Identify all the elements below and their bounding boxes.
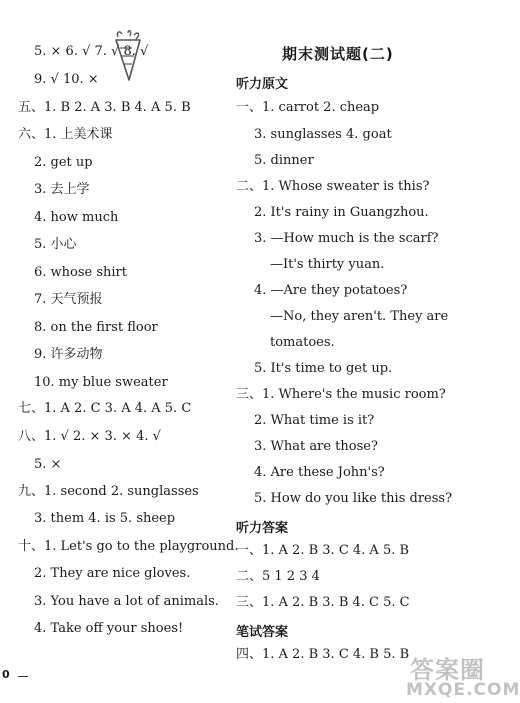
answer-line: 5. ×: [34, 457, 62, 472]
answer-line: 3. them 4. is 5. sheep: [34, 511, 176, 526]
listening-text-line: 4. Are these John's?: [254, 465, 385, 480]
listening-text-line: 4. —Are they potatoes?: [254, 283, 408, 298]
answer-line: 10. my blue sweater: [34, 375, 168, 390]
answer-line: 5. 小心: [34, 237, 77, 252]
listening-text-line: 三、1. Where's the music room?: [236, 387, 446, 402]
listening-text-line: —No, they aren't. They are: [270, 309, 449, 324]
answer-line: 九、1. second 2. sunglasses: [18, 484, 199, 499]
watermark-bottom-text: MXQE.COM: [406, 680, 520, 700]
listening-text-line: 5. dinner: [254, 153, 314, 168]
watermark-top-text: 答案圈: [410, 656, 485, 684]
answer-line: 2. They are nice gloves.: [34, 566, 191, 581]
answer-line: 4. Take off your shoes!: [34, 621, 184, 636]
page-title: 期末测试题(二): [282, 45, 394, 63]
listening-text-line: 5. How do you like this dress?: [254, 491, 453, 506]
listening-text-line: —It's thirty yuan.: [270, 257, 385, 272]
answer-line: 八、1. √ 2. × 3. × 4. √: [18, 429, 161, 444]
listening-text-line: tomatoes.: [270, 335, 335, 350]
answer-line: 5. × 6. √ 7. √ 8. √: [34, 44, 149, 59]
answer-line: 3. 去上学: [34, 182, 90, 197]
answer-line: 9. 许多动物: [34, 347, 103, 362]
section-heading-listening-answers: 听力答案: [236, 521, 289, 536]
listening-text-line: 3. —How much is the scarf?: [254, 231, 439, 246]
answer-line: 2. get up: [34, 155, 93, 170]
answer-line: 6. whose shirt: [34, 265, 127, 280]
listening-answer-line: 二、5 1 2 3 4: [236, 569, 320, 584]
page-rule: [18, 676, 28, 677]
listening-text-line: 一、1. carrot 2. cheap: [236, 100, 380, 115]
answer-line: 十、1. Let's go to the playground.: [18, 539, 239, 554]
answer-line: 4. how much: [34, 210, 119, 225]
listening-text-line: 5. It's time to get up.: [254, 361, 393, 376]
page-number: 0: [2, 668, 10, 681]
section-heading-listening-text: 听力原文: [236, 77, 289, 92]
listening-text-line: 3. sunglasses 4. goat: [254, 127, 392, 142]
answer-line: 9. √ 10. ×: [34, 72, 99, 87]
answer-line: 六、1. 上美术课: [18, 127, 113, 142]
listening-text-line: 3. What are those?: [254, 439, 378, 454]
written-answer-line: 四、1. A 2. B 3. C 4. B 5. B: [236, 647, 410, 662]
answer-line: 3. You have a lot of animals.: [34, 594, 219, 609]
answer-line: 7. 天气预报: [34, 292, 103, 307]
listening-answer-line: 一、1. A 2. B 3. C 4. A 5. B: [236, 543, 410, 558]
listening-text-line: 二、1. Whose sweater is this?: [236, 179, 430, 194]
answer-line: 七、1. A 2. C 3. A 4. A 5. C: [18, 401, 192, 416]
answer-line: 五、1. B 2. A 3. B 4. A 5. B: [18, 100, 191, 115]
carrot-icon: [108, 30, 148, 82]
listening-text-line: 2. What time is it?: [254, 413, 375, 428]
watermark-logo: [388, 650, 520, 702]
listening-answer-line: 三、1. A 2. B 3. B 4. C 5. C: [236, 595, 410, 610]
section-heading-written-answers: 笔试答案: [236, 625, 289, 640]
answer-line: 8. on the first floor: [34, 320, 158, 335]
listening-text-line: 2. It's rainy in Guangzhou.: [254, 205, 429, 220]
